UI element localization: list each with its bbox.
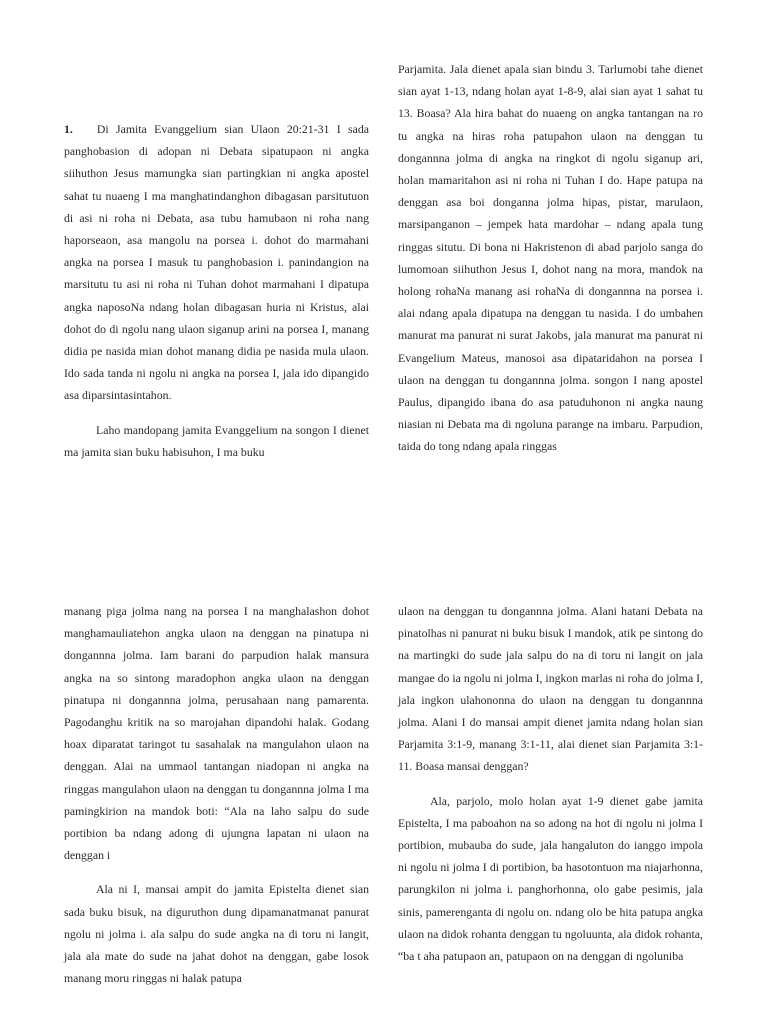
- paragraph: Parjamita. Jala dienet apala sian bindu 3. Tarlumobi tahe dienet sian ayat 1-13, ndang holan ayat 1-8-9, alai sian ayat 1 sahat tu 13. Boasa? Ala hira bahat do nuaeng on angka tantangan na ro tu angka na hiras roha patupahon ulaon na denggan tu dongannna jolma di angka na ringkot di ngolu siganup ari, holan mamaritahon asi ni roha ni Tuhan I do. Hape patupa na denggan asa boi donganna jolma hipas, pistar, marulaon, marsipanganon – jempek hata mardohar – ndang apala tung ringgas situtu. Di bona ni Hakristenon di abad parjolo sanga do lumomoan siihuthon Jesus I, dohot nang na mora, mandok na holong rohaNa manang asi rohaNa di dongannna na porsea i. alai ndang apala dipatupa na denggan tu nasida. I do umbahen manurat ma panurat ni surat Jakobs, jala manurat ma panurat ni Evangelium Mateus, manosoi asa dipataridahon na porsea I ulaon na denggan tu dongannna jolma. songon I nang apostel Paulus, dipangido ibana do asa patuduhonon ni angka naung niasian ni Debata ma di ngoluna parange na imbaru. Parpudion, taida do tong ndang apala ringgas: [398, 62, 703, 454]
- paragraph: [64, 118, 369, 407]
- paragraph-text: Di Jamita Evanggelium sian Ulaon 20:21-31 I sada panghobasion di adopan ni Debata sipatupaon ni angka siihuthon Jesus mamungka sian partingkian ni angka apostel sahat tu nuaeng I ma manghatindanghon dibagasan parsitutuon di asi ni roha ni Debata, asa tubu hamubaon ni roha nang haporseaon, asa mangolu na porsea i. dohot do marmahani angka na porsea I masuk tu panghobasion i. panindangion na marsitutu tu asi ni roha ni Tuhan dohot marmahani I dipatupa angka naposoNa ndang holan dibagasan huria ni Kristus, alai dohot do di ngolu nang ulaon siganup arini na porsea I, manang didia pe nasida mian dohot manang didia pe nasida mula ulaon. Ido sada tanda ni ngolu ni angka na porsea I, jala ido dipangido asa diparsintasintahon.: [64, 122, 369, 403]
- top-right-column: [398, 58, 703, 470]
- paragraph: Laho mandopang jamita Evanggelium na songon I dienet ma jamita sian buku habisuhon, I ma buku: [64, 422, 369, 459]
- paragraph: Ala ni I, mansai ampit do jamita Epistelta dienet sian sada buku bisuk, na diguruthon dung dipamanatmanat panurat ngolu ni jolma i. ala salpu do sude angka na di toru ni langit, jala ala mate do sude na jahat dohot na denggan, gabe losok manang moru ringgas ni halak patupa: [64, 882, 369, 986]
- bottom-page: [0, 590, 768, 1024]
- item-number: 1.: [64, 122, 73, 136]
- bottom-left-column: [64, 600, 369, 1001]
- top-left-column: [64, 118, 369, 475]
- paragraph: Ala, parjolo, molo holan ayat 1-9 dienet gabe jamita Epistelta, I ma paboahon na so adong na hot di ngolu ni jolma I portibion, mubauba do sude, jala hangaluton do ianggo impola ni ngolu ni jolma I di portibion, ba hasotontuon ma niajarhonna, parungkilon ni jolma i. panghorhonna, olo gabe pesimis, jala sinis, pamerenganta di ngolu on. ndang olo be hita patupa angka ulaon na didok rohanta denggan tu ngoluunta, ala didok rohanta, “ba t aha patupaon an, patupaon on na denggan di ngoluniba: [398, 793, 703, 964]
- paragraph: manang piga jolma nang na porsea I na manghalashon dohot manghamauliatehon angka ulaon na denggan na pinatupa ni dongannna jolma. Iam barani do parpudion halak mansura angka na so sintong maradophon angka ulaon na denggan pinatupa ni dongannna jolma, perusahaan nang pamarenta. Pagodanghu kritik na so marojahan dipandohi halak. Godang hoax diparatat taringot tu sasahalak na mangulahon ulaon na denggan. Alai na ummaol tantangan niadopan ni angka na ringgas mangulahon ulaon na denggan tu dongannna jolma I ma pamingkirion na mandok boti: “Ala na laho salpu do sude portibion ba ndang adong di ujungna lapatan ni ulaon na denggan i: [64, 604, 369, 863]
- bottom-right-column: [398, 600, 703, 979]
- paragraph: ulaon na denggan tu dongannna jolma. Alani hatani Debata na pinatolhas ni panurat ni buku bisuk I mandok, atik pe sintong do na martingki do sude jala salpu do na di toru ni langit on jala mangae do ia ngolu ni jolma I, ingkon marlas ni roha do jolma I, jala ingkon ulahononna do ulaon na denggan tu dongannna jolma. Alani I do mansai ampit dienet jamita ndang holan sian Parjamita 3:1-9, manang 3:1-11, alai dienet sian Parjamita 3:1-11. Boasa mansai denggan?: [398, 604, 704, 774]
